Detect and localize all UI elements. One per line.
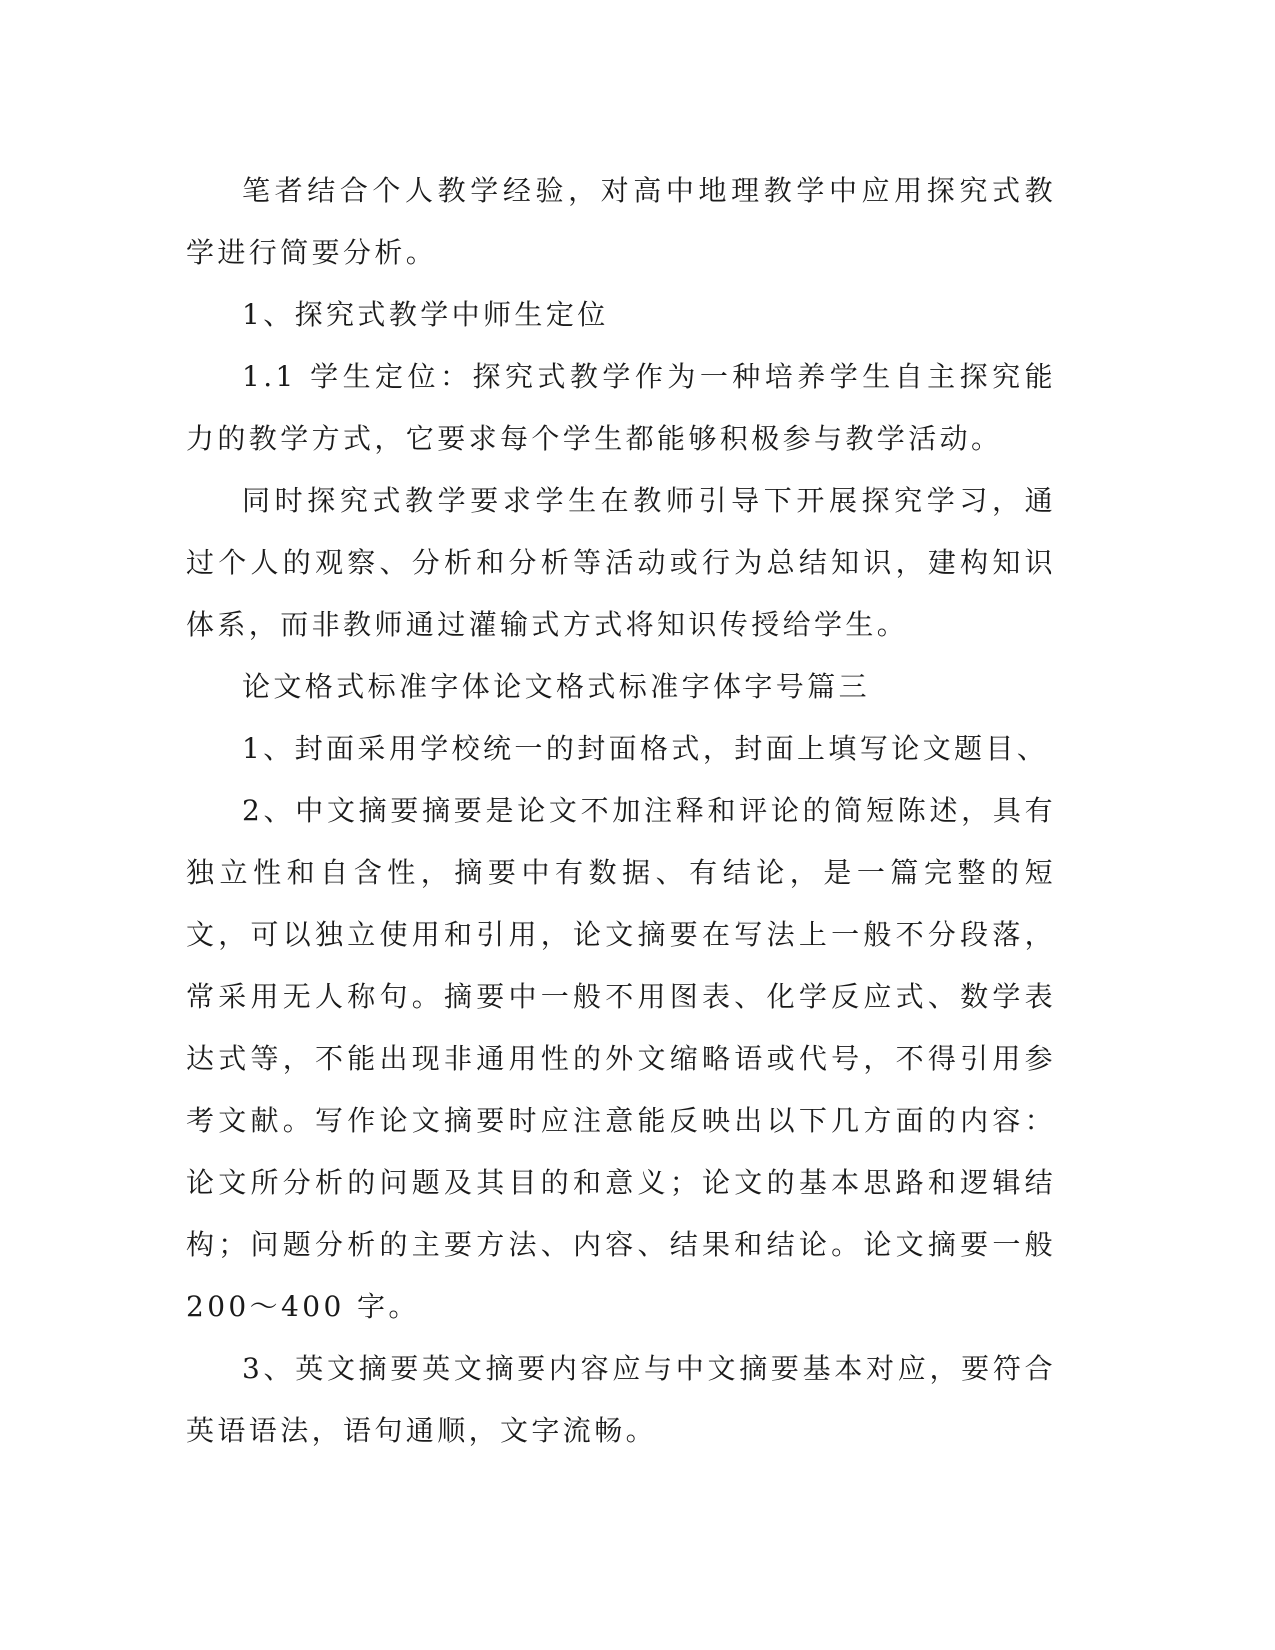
document-body — [186, 160, 1056, 1462]
section-heading-1: 1、探究式教学中师生定位 — [242, 298, 609, 331]
list-item-cover: 1、封面采用学校统一的封面格式，封面上填写论文题目、 — [242, 732, 1049, 765]
list-item-chinese-abstract: 2、中文摘要摘要是论文不加注释和评论的简短陈述，具有独立性和自含性，摘要中有数据、有结论，是一篇完整的短文，可以独立使用和引用，论文摘要在写法上一般不分段落，常采用无人称句。摘要中一般不用图表、化学反应式、数学表达式等，不能出现非通用性的外文缩略语或代号，不得引用参考文献。写作论文摘要时应注意能反映出以下几方面的内容：论文所分析的问题及其目的和意义；论文的基本思路和逻辑结构；问题分析的主要方法、内容、结果和结论。论文摘要一般 200～400 字。 — [186, 794, 1056, 1323]
article-title-part-three: 论文格式标准字体论文格式标准字体字号篇三 — [242, 670, 871, 703]
list-item-english-abstract: 3、英文摘要英文摘要内容应与中文摘要基本对应，要符合英语语法，语句通顺，文字流畅。 — [186, 1352, 1056, 1447]
paragraph-intro: 笔者结合个人教学经验，对高中地理教学中应用探究式教学进行简要分析。 — [186, 174, 1056, 269]
subsection-student-positioning: 1.1 学生定位：探究式教学作为一种培养学生自主探究能力的教学方式，它要求每个学生都能够积极参与教学活动。 — [186, 360, 1056, 455]
paragraph-inquiry-learning: 同时探究式教学要求学生在教师引导下开展探究学习，通过个人的观察、分析和分析等活动或行为总结知识，建构知识体系，而非教师通过灌输式方式将知识传授给学生。 — [186, 484, 1056, 641]
